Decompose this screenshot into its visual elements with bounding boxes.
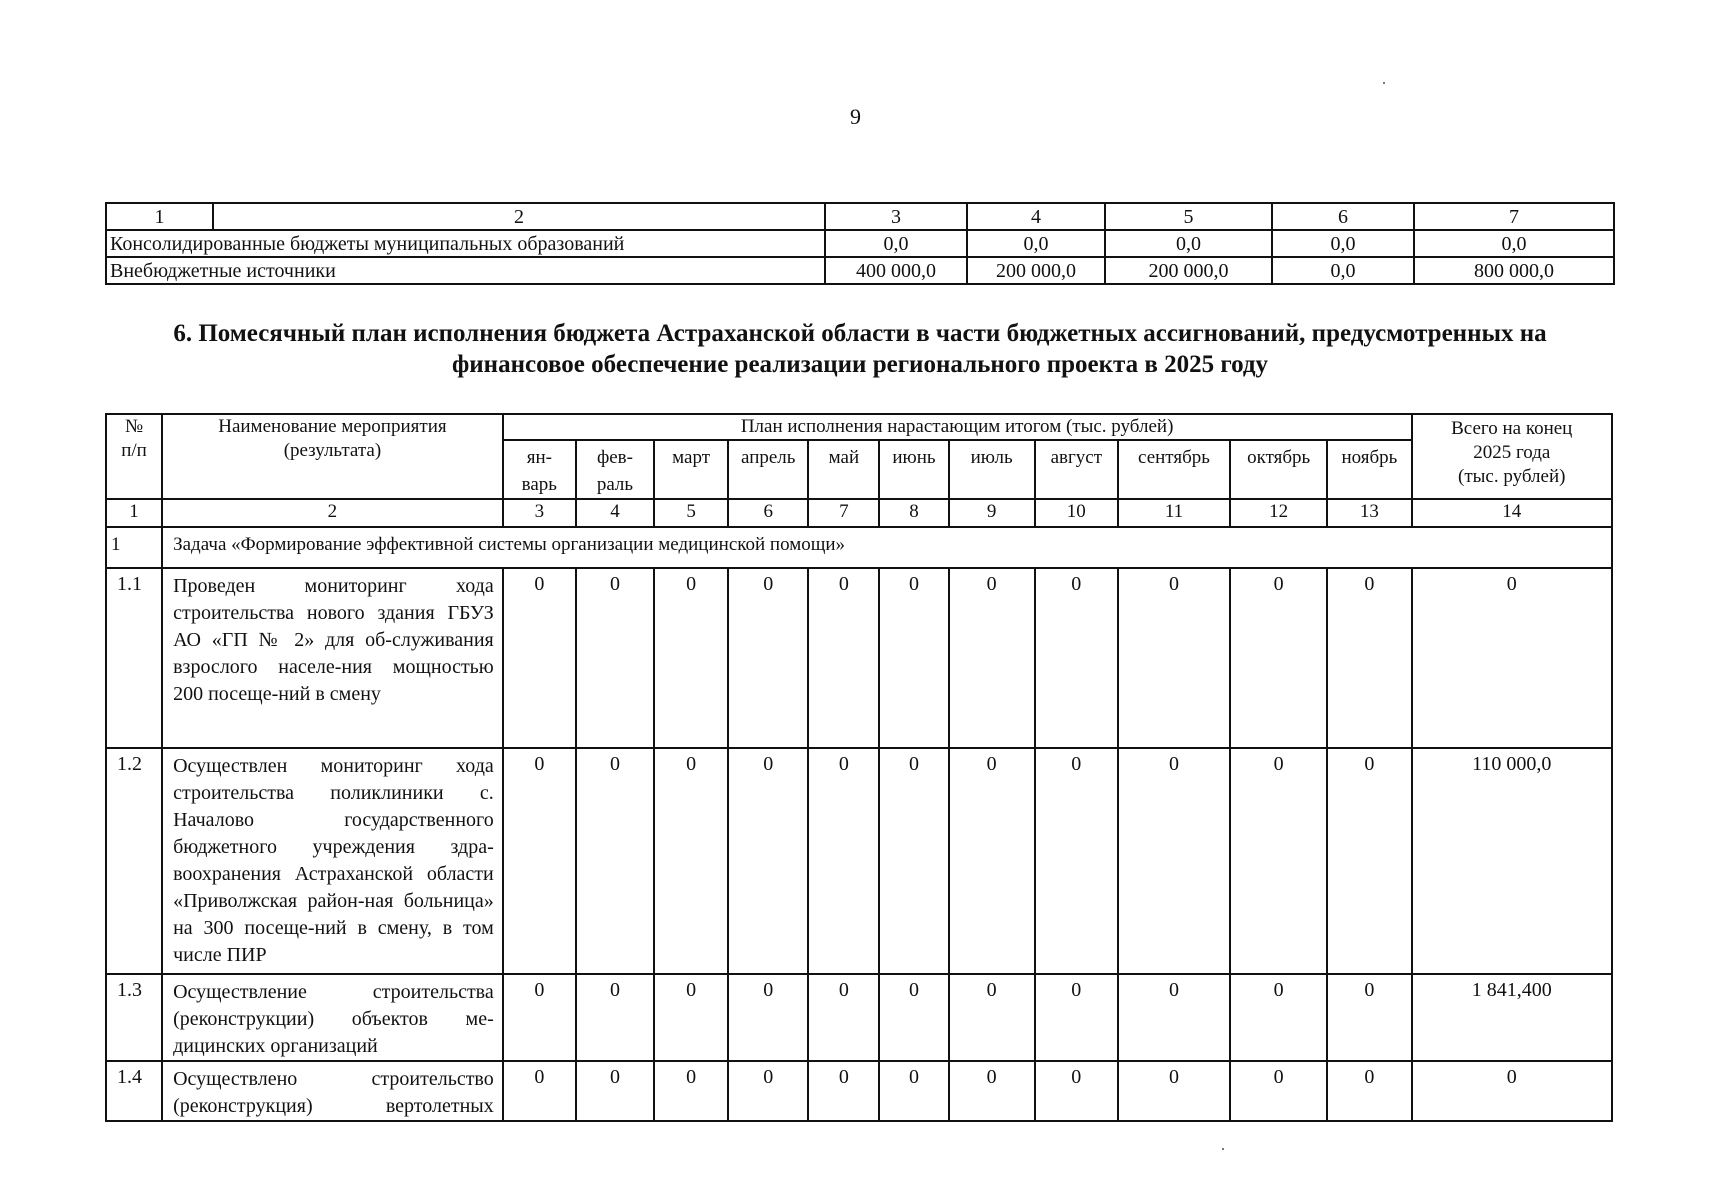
month-value: 0 — [949, 748, 1035, 974]
task-row — [106, 527, 1612, 568]
month-header — [949, 440, 1035, 499]
month-value: 0 — [503, 568, 576, 748]
col-number: 1 — [106, 203, 213, 230]
table-row — [106, 1061, 1612, 1121]
month-value: 0 — [808, 748, 879, 974]
month-header-line: ян- — [526, 447, 552, 468]
month-value: 0 — [576, 568, 654, 748]
table-row — [106, 974, 1612, 1061]
row-value: 800 000,0 — [1414, 257, 1614, 284]
col-number: 2 — [162, 499, 503, 527]
scan-speck — [1383, 82, 1385, 84]
total-value: 1 841,400 — [1412, 974, 1613, 1061]
month-header-line: сентябрь — [1138, 447, 1210, 468]
col-number: 6 — [728, 499, 808, 527]
table-row — [106, 748, 1612, 974]
month-header-line: раль — [596, 474, 634, 495]
row-value: 0,0 — [1414, 230, 1614, 257]
col-number: 12 — [1230, 499, 1327, 527]
month-value: 0 — [576, 1061, 654, 1121]
col-number: 5 — [1105, 203, 1272, 230]
month-value: 0 — [1035, 974, 1118, 1061]
col-number: 4 — [967, 203, 1105, 230]
month-header-line: май — [828, 447, 860, 468]
month-value: 0 — [503, 748, 576, 974]
month-value: 0 — [1327, 568, 1411, 748]
month-value: 0 — [654, 748, 728, 974]
col-number: 8 — [879, 499, 948, 527]
month-value: 0 — [728, 1061, 808, 1121]
total-value: 0 — [1412, 568, 1613, 748]
month-header-line: июнь — [892, 447, 936, 468]
row-value: 200 000,0 — [967, 257, 1105, 284]
month-value: 0 — [879, 748, 948, 974]
header-number — [106, 414, 162, 499]
month-header-line: октябрь — [1247, 447, 1311, 468]
col-number: 3 — [825, 203, 967, 230]
month-header — [808, 440, 879, 499]
header-number-line: п/п — [121, 440, 147, 461]
month-header-line: август — [1050, 447, 1103, 468]
row-name: Осуществлено строительство (реконструкция) вертолетных — [162, 1061, 503, 1121]
month-value: 0 — [879, 1061, 948, 1121]
month-value: 0 — [503, 974, 576, 1061]
row-name: Осуществлен мониторинг хода строительства поликлиники с. Началово государственного бюджетного учреждения здра-воохранения Астраханской области «Приволжская район-ная больница» на 300 посеще-ний в смену, в том числе ПИР — [162, 748, 503, 974]
month-value: 0 — [654, 568, 728, 748]
month-header-line: июль — [970, 447, 1013, 468]
month-value: 0 — [1230, 748, 1327, 974]
col-number: 11 — [1118, 499, 1230, 527]
scan-speck — [1222, 1148, 1224, 1150]
month-value: 0 — [1035, 568, 1118, 748]
month-value: 0 — [949, 1061, 1035, 1121]
month-value: 0 — [1118, 748, 1230, 974]
col-number: 7 — [808, 499, 879, 527]
month-header — [654, 440, 728, 499]
col-number: 13 — [1327, 499, 1411, 527]
month-header-line: варь — [521, 474, 557, 495]
month-header — [1230, 440, 1327, 499]
month-header — [728, 440, 808, 499]
row-code: 1.4 — [106, 1061, 162, 1121]
month-value: 0 — [503, 1061, 576, 1121]
top-table-column-numbers-row — [106, 203, 1614, 230]
month-value: 0 — [728, 568, 808, 748]
col-number: 10 — [1035, 499, 1118, 527]
month-value: 0 — [1035, 748, 1118, 974]
section-title-line: финансовое обеспечение реализации регионального проекта в 2025 году — [451, 351, 1269, 378]
header-total-line: (тыс. рублей) — [1458, 466, 1566, 487]
row-code: 1.3 — [106, 974, 162, 1061]
header-name-line: (результата) — [283, 440, 382, 461]
col-number: 4 — [576, 499, 654, 527]
month-value: 0 — [728, 748, 808, 974]
col-number: 5 — [654, 499, 728, 527]
header-row — [106, 414, 1612, 440]
table-row — [106, 230, 1614, 257]
section-title-line: 6. Помесячный план исполнения бюджета Астраханской области в части бюджетных ассигнований, предусмотренных на — [173, 320, 1547, 347]
page-number: 9 — [850, 104, 861, 129]
row-code: 1.2 — [106, 748, 162, 974]
month-header — [1327, 440, 1411, 499]
row-value: 0,0 — [1272, 257, 1414, 284]
col-number: 1 — [106, 499, 162, 527]
month-value: 0 — [1327, 974, 1411, 1061]
month-value: 0 — [1327, 1061, 1411, 1121]
header-total-line: Всего на конец — [1451, 418, 1573, 439]
month-value: 0 — [1118, 974, 1230, 1061]
row-code: 1.1 — [106, 568, 162, 748]
month-value: 0 — [654, 974, 728, 1061]
month-header-line: ноябрь — [1341, 447, 1398, 468]
month-value: 0 — [1230, 568, 1327, 748]
col-number: 2 — [213, 203, 825, 230]
col-number: 3 — [503, 499, 576, 527]
table-row — [106, 568, 1612, 748]
row-label: Консолидированные бюджеты муниципальных образований — [106, 230, 825, 257]
col-number: 14 — [1412, 499, 1613, 527]
month-value: 0 — [879, 568, 948, 748]
row-name: Осуществление строительства (реконструкции) объектов ме-дицинских организаций — [162, 974, 503, 1061]
month-value: 0 — [808, 974, 879, 1061]
row-value: 400 000,0 — [825, 257, 967, 284]
row-label: Внебюджетные источники — [106, 257, 825, 284]
month-value: 0 — [949, 974, 1035, 1061]
task-text: Задача «Формирование эффективной системы организации медицинской помощи» — [162, 527, 1612, 568]
header-total — [1412, 414, 1613, 499]
month-header — [879, 440, 948, 499]
month-value: 0 — [808, 568, 879, 748]
month-header — [1118, 440, 1230, 499]
col-number: 7 — [1414, 203, 1614, 230]
month-value: 0 — [576, 974, 654, 1061]
row-value: 0,0 — [967, 230, 1105, 257]
header-name — [162, 414, 503, 499]
month-value: 0 — [1327, 748, 1411, 974]
monthly-plan-table — [105, 413, 1613, 1122]
month-header-line: фев- — [596, 447, 633, 468]
column-numbers-row — [106, 499, 1612, 527]
month-value: 0 — [1118, 1061, 1230, 1121]
month-value: 0 — [1118, 568, 1230, 748]
month-value: 0 — [1035, 1061, 1118, 1121]
table-row — [106, 257, 1614, 284]
top-budget-table — [105, 202, 1615, 285]
task-code: 1 — [106, 527, 162, 568]
month-value: 0 — [728, 974, 808, 1061]
month-header-line: апрель — [741, 447, 796, 468]
month-header — [576, 440, 654, 499]
header-number-line: № — [124, 416, 144, 437]
month-value: 0 — [808, 1061, 879, 1121]
section-title — [100, 318, 1620, 380]
month-value: 0 — [1230, 974, 1327, 1061]
col-number: 9 — [949, 499, 1035, 527]
header-plan: План исполнения нарастающим итогом (тыс. рублей) — [503, 414, 1412, 440]
header-name-line: Наименование мероприятия — [218, 416, 447, 437]
col-number: 6 — [1272, 203, 1414, 230]
row-name: Проведен мониторинг хода строительства нового здания ГБУЗ АО «ГП № 2» для об-служивания взрослого населе-ния мощностью 200 посеще-ний в смену — [162, 568, 503, 748]
month-header-line: март — [672, 447, 711, 468]
header-total-line: 2025 года — [1473, 442, 1551, 463]
month-value: 0 — [949, 568, 1035, 748]
row-value: 200 000,0 — [1105, 257, 1272, 284]
total-value: 0 — [1412, 1061, 1613, 1121]
month-value: 0 — [879, 974, 948, 1061]
row-value: 0,0 — [1272, 230, 1414, 257]
row-value: 0,0 — [1105, 230, 1272, 257]
row-value: 0,0 — [825, 230, 967, 257]
total-value: 110 000,0 — [1412, 748, 1613, 974]
month-value: 0 — [1230, 1061, 1327, 1121]
month-value: 0 — [576, 748, 654, 974]
month-header — [1035, 440, 1118, 499]
month-header — [503, 440, 576, 499]
month-value: 0 — [654, 1061, 728, 1121]
